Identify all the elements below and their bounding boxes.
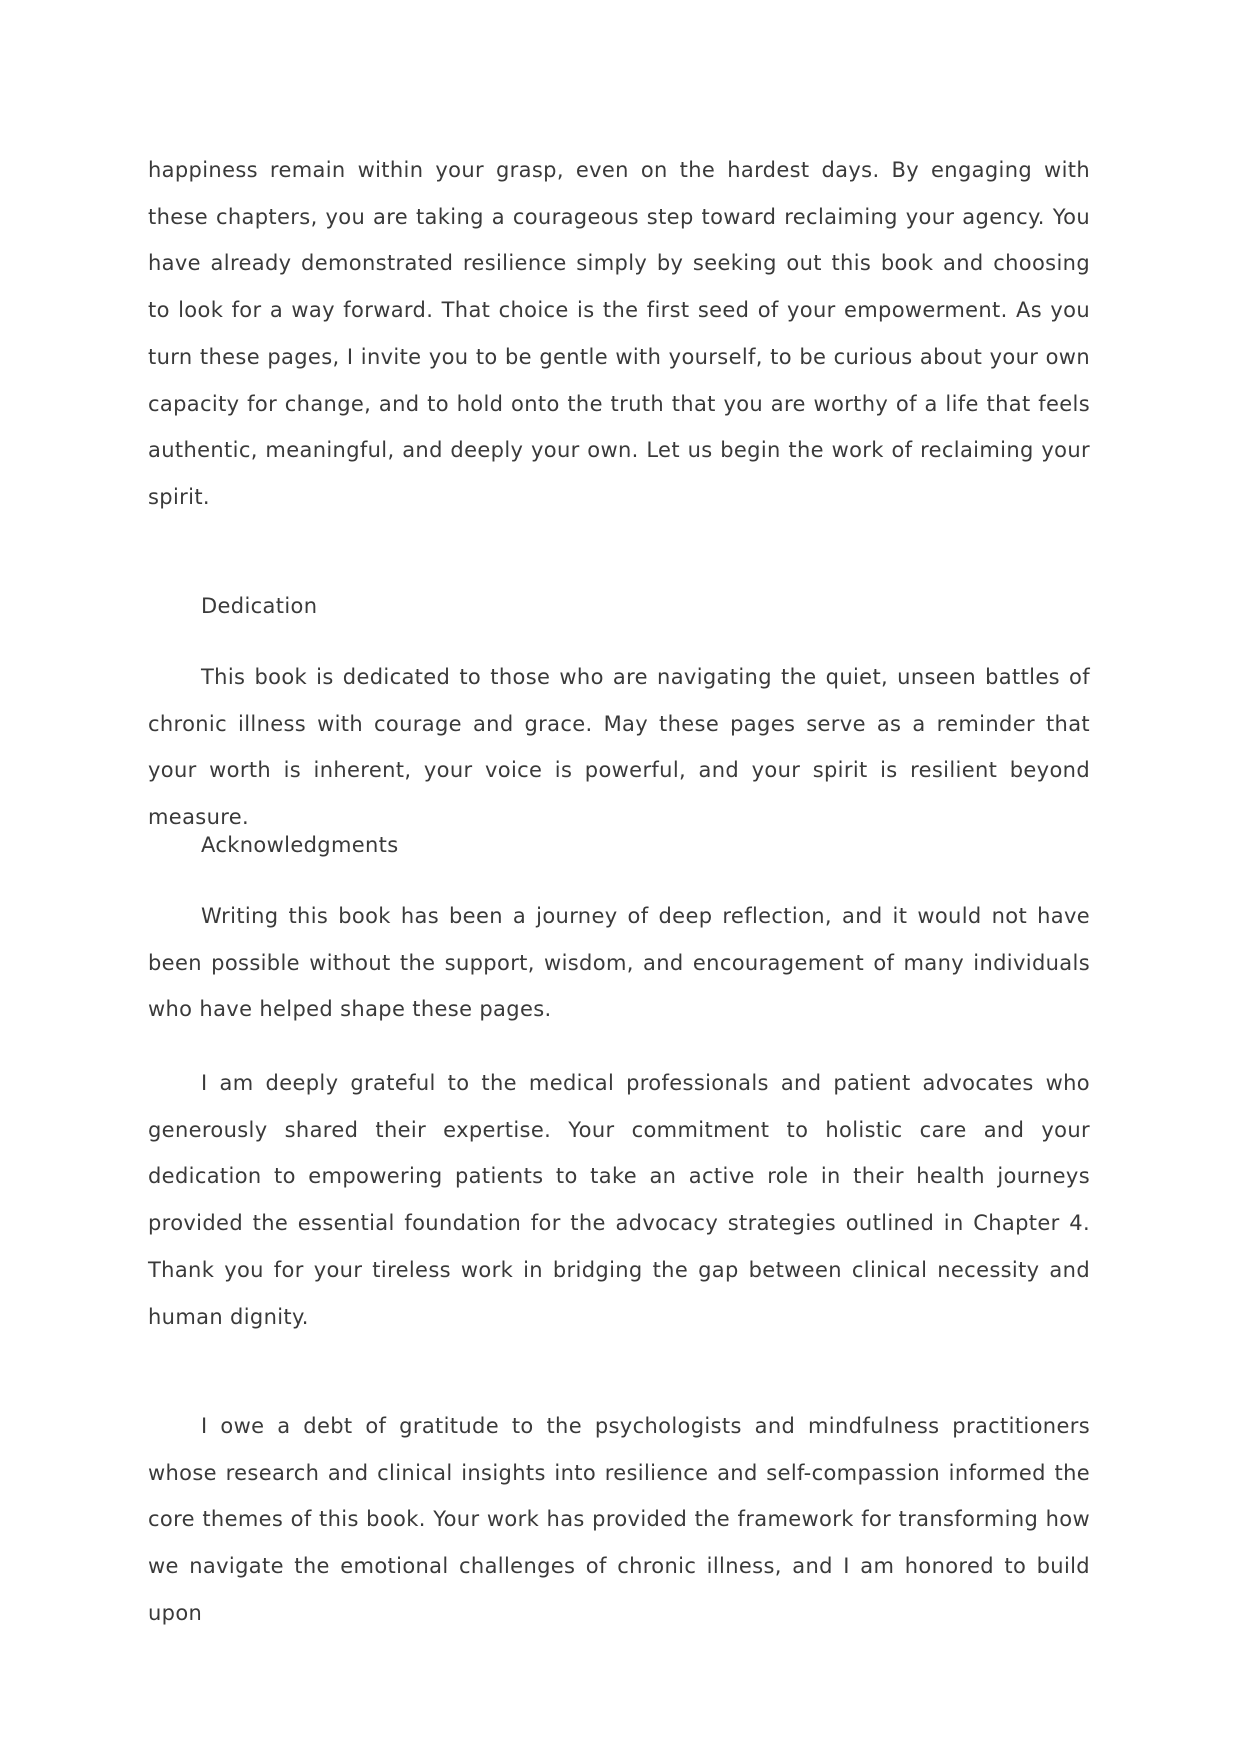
acknowledgments-heading: Acknowledgments [201,833,399,857]
acknowledgments-paragraph-1: Writing this book has been a journey of deep reflection, and it would not have been possible without the support, wisdom, and encouragement of many individuals who have helped shape these pages. [148,904,1090,1022]
acknowledgments-paragraph-2: I am deeply grateful to the medical professionals and patient advocates who generously shared their expertise. Your commitment to holistic care and your dedication to empowering patients to take an active role in their health journeys provided the essential foundation for the advocacy strategies outlined in Chapter 4. Thank you for your tireless work in bridging the gap between clinical necessity and human dignity. [148,1071,1090,1329]
opening-paragraph: happiness remain within your grasp, even on the hardest days. By engaging with these chapters, you are taking a courageous step toward reclaiming your agency. You have already demonstrated resilience simply by seeking out this book and choosing to look for a way forward. That choice is the first seed of your empowerment. As you turn these pages, I invite you to be gentle with yourself, to be curious about your own capacity for change, and to hold onto the truth that you are worthy of a life that feels authentic, meaningful, and deeply your own. Let us begin the work of reclaiming your spirit. [148,158,1090,509]
dedication-heading: Dedication [201,594,318,618]
dedication-paragraph: This book is dedicated to those who are navigating the quiet, unseen battles of chronic illness with courage and grace. May these pages serve as a reminder that your worth is inherent, your voice is powerful, and your spirit is resilient beyond measure. [148,665,1090,830]
acknowledgments-paragraph-3: I owe a debt of gratitude to the psychologists and mindfulness practitioners whose research and clinical insights into resilience and self-compassion informed the core themes of this book. Your work has provided the framework for transforming how we navigate the emotional challenges of chronic illness, and I am honored to build upon [148,1414,1090,1625]
